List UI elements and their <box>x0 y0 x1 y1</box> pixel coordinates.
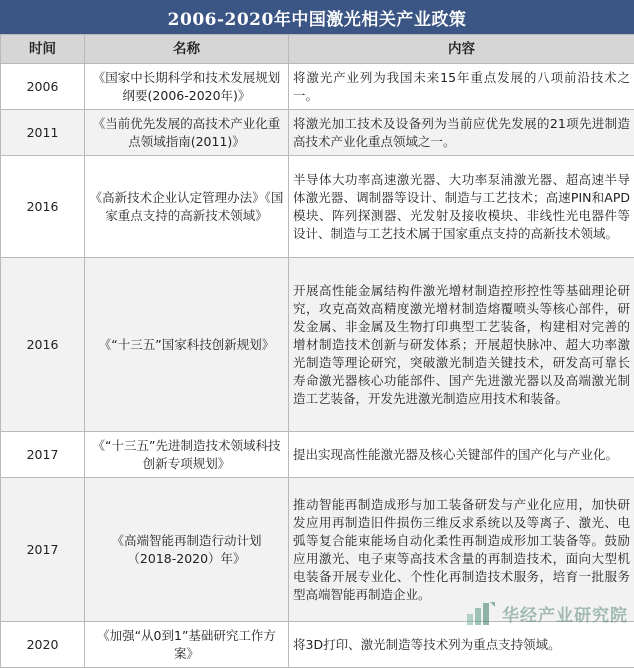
cell-policy-content: 半导体大功率高速激光器、大功率泵浦激光器、超高速半导体激光器、调制器等设计、制造与工艺技术；高速PIN和APD模块、阵列探测器、光发射及接收模块、非线性光电器件等设计、制造与工艺技术属于国家重点支持的高新技术领域。 <box>289 156 634 258</box>
cell-policy-name: 《国家中长期科学和技术发展规划纲要(2006-2020年)》 <box>85 64 289 110</box>
cell-policy-name: 《加强“从0到1”基础研究工作方案》 <box>85 622 289 668</box>
cell-year: 2017 <box>1 478 85 622</box>
cell-policy-content: 将激光产业列为我国未来15年重点发展的八项前沿技术之一。 <box>289 64 634 110</box>
table-row <box>1 478 634 622</box>
cell-year: 2006 <box>1 64 85 110</box>
cell-year: 2016 <box>1 258 85 432</box>
cell-policy-content: 将3D打印、激光制造等技术列为重点支持领域。 <box>289 622 634 668</box>
page-title: 2006-2020年中国激光相关产业政策 <box>0 0 634 34</box>
cell-policy-name: 《当前优先发展的高技术产业化重点领域指南(2011)》 <box>85 110 289 156</box>
policy-table <box>0 34 634 668</box>
cell-policy-content: 推动智能再制造成形与加工装备研发与产业化应用，加快研发应用再制造旧件损伤三维反求系统以及等离子、激光、电弧等复合能束能场自动化柔性再制造成形加工装备等。鼓励应用激光、电子束等高技术含量的再制造技术，面向大型机电装备开展专业化、个性化再制造技术服务，培育一批服务型高端智能再制造企业。 <box>289 478 634 622</box>
table-row <box>1 110 634 156</box>
cell-year: 2016 <box>1 156 85 258</box>
column-header-time: 时间 <box>1 35 85 64</box>
cell-policy-content: 提出实现高性能激光器及核心关键部件的国产化与产业化。 <box>289 432 634 478</box>
cell-policy-content: 将激光加工技术及设备列为当前应优先发展的21项先进制造高技术产业化重点领域之一。 <box>289 110 634 156</box>
cell-policy-content: 开展高性能金属结构件激光增材制造控形控性等基础理论研究，攻克高效高精度激光增材制造熔覆喷头等核心部件，研发金属、非金属及生物打印典型工艺装备，构建相对完善的增材制造技术创新与研发体系；开展超快脉冲、超大功率激光制造等理论研究，突破激光制造关键技术，研发高可靠长寿命激光器核心功能部件、国产先进激光器以及高端激光制造工艺装备，开发先进激光制造应用技术和装备。 <box>289 258 634 432</box>
table-row <box>1 64 634 110</box>
table-row <box>1 258 634 432</box>
cell-policy-name: 《高端智能再制造行动计划（2018-2020）年》 <box>85 478 289 622</box>
cell-year: 2011 <box>1 110 85 156</box>
table-header-row <box>1 35 634 64</box>
cell-year: 2020 <box>1 622 85 668</box>
table-row <box>1 156 634 258</box>
cell-policy-name: 《“十三五”国家科技创新规划》 <box>85 258 289 432</box>
cell-policy-name: 《高新技术企业认定管理办法》《国家重点支持的高新技术领域》 <box>85 156 289 258</box>
column-header-name: 名称 <box>85 35 289 64</box>
cell-policy-name: 《“十三五”先进制造技术领域科技创新专项规划》 <box>85 432 289 478</box>
cell-year: 2017 <box>1 432 85 478</box>
watermark-text: 华经产业研究院 <box>502 605 628 626</box>
column-header-content: 内容 <box>289 35 634 64</box>
table-row <box>1 622 634 668</box>
table-row <box>1 432 634 478</box>
